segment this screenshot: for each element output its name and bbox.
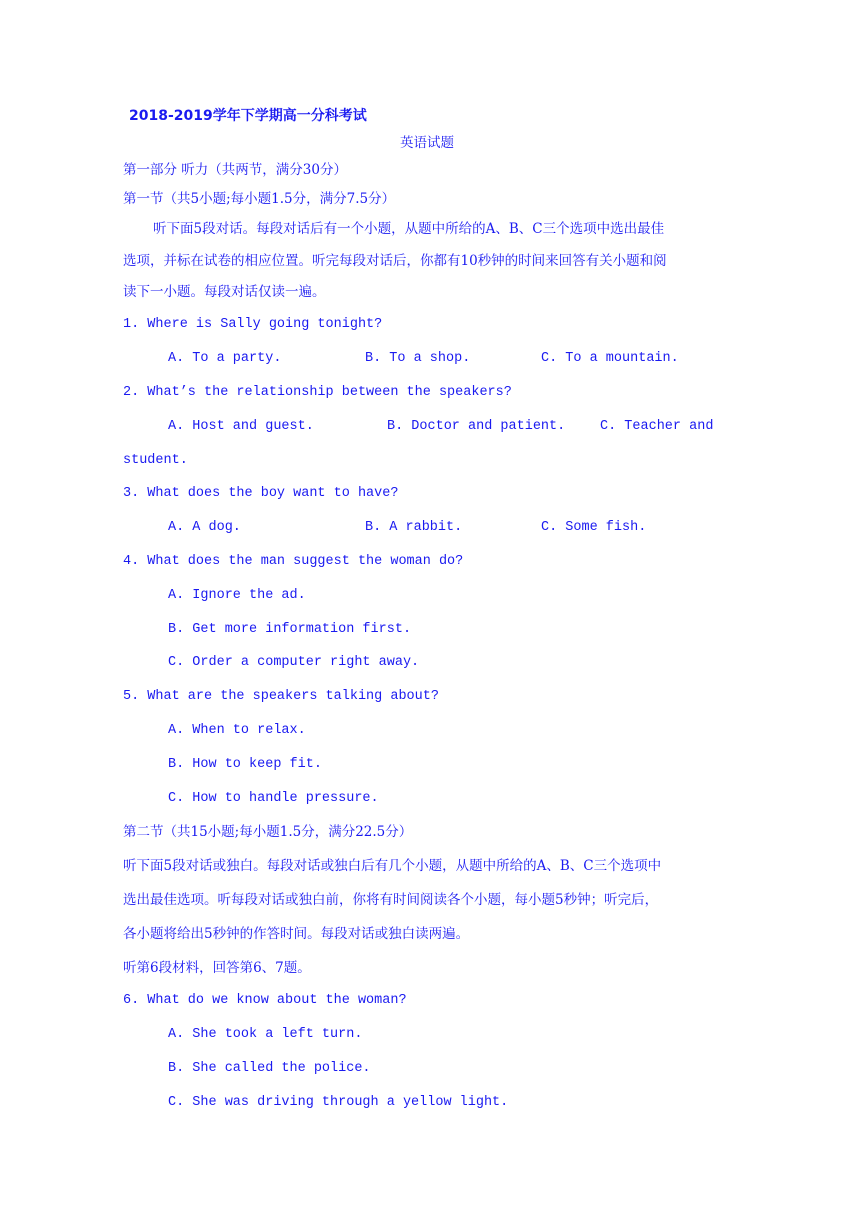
question-3-option-a: A. A dog. xyxy=(168,520,241,535)
question-6-option-b: B. She called the police. xyxy=(168,1061,371,1076)
section2-instruction-line1: 听下面5段对话或独白。每段对话或独白后有几个小题，从题中所给的A、B、C三个选项中 xyxy=(123,858,662,874)
question-6-stem: 6. What do we know about the woman? xyxy=(123,993,407,1008)
exam-title: 2018-2019学年下学期高一分科考试 xyxy=(129,108,367,124)
question-5-stem: 5. What are the speakers talking about? xyxy=(123,689,439,704)
question-3-options xyxy=(168,518,768,538)
question-2-option-b: B. Doctor and patient. xyxy=(387,419,566,434)
question-1-option-a: A. To a party. xyxy=(168,351,282,366)
question-2-option-c-continued: student. xyxy=(123,453,188,468)
section2-instruction-line3: 各小题将给出5秒钟的作答时间。每段对话或独白读两遍。 xyxy=(123,926,470,942)
question-3-option-c: C. Some fish. xyxy=(541,520,647,535)
question-4-option-a: A. Ignore the ad. xyxy=(168,588,306,603)
question-1-stem: 1. Where is Sally going tonight? xyxy=(123,317,383,332)
question-2-options xyxy=(168,417,768,437)
question-2-stem: 2. What’s the relationship between the speakers? xyxy=(123,385,512,400)
section1-instruction-line1: 听下面5段对话。每段对话后有一个小题，从题中所给的A、B、C三个选项中选出最佳 xyxy=(153,221,665,237)
section1-instruction-line2: 选项，并标在试卷的相应位置。听完每段对话后，你都有10秒钟的时间来回答有关小题和阅 xyxy=(123,253,667,269)
question-5-option-c: C. How to handle pressure. xyxy=(168,791,379,806)
question-1-options xyxy=(168,349,768,369)
question-5-option-b: B. How to keep fit. xyxy=(168,757,322,772)
section2-instruction-line2: 选出最佳选项。听每段对话或独白前，你将有时间阅读各个小题，每小题5秒钟；听完后， xyxy=(123,892,659,908)
question-1-option-c: C. To a mountain. xyxy=(541,351,679,366)
question-1-option-b: B. To a shop. xyxy=(365,351,471,366)
subject-title: 英语试题 xyxy=(400,135,454,151)
section1-heading: 第一节（共5小题;每小题1.5分，满分7.5分） xyxy=(123,191,396,207)
question-3-option-b: B. A rabbit. xyxy=(365,520,463,535)
part1-heading: 第一部分 听力（共两节，满分30分） xyxy=(123,162,347,178)
question-2-option-c: C. Teacher and xyxy=(600,419,714,434)
question-5-option-a: A. When to relax. xyxy=(168,723,306,738)
material-6-heading: 听第6段材料，回答第6、7题。 xyxy=(123,960,311,976)
section2-heading: 第二节（共15小题;每小题1.5分，满分22.5分） xyxy=(123,824,413,840)
question-6-option-c: C. She was driving through a yellow light. xyxy=(168,1095,509,1110)
question-4-option-c: C. Order a computer right away. xyxy=(168,655,420,670)
question-4-option-b: B. Get more information first. xyxy=(168,622,412,637)
section1-instruction-line3: 读下一小题。每段对话仅读一遍。 xyxy=(123,284,326,300)
question-6-option-a: A. She took a left turn. xyxy=(168,1027,363,1042)
question-3-stem: 3. What does the boy want to have? xyxy=(123,486,399,501)
question-2-option-a: A. Host and guest. xyxy=(168,419,314,434)
question-4-stem: 4. What does the man suggest the woman do? xyxy=(123,554,464,569)
